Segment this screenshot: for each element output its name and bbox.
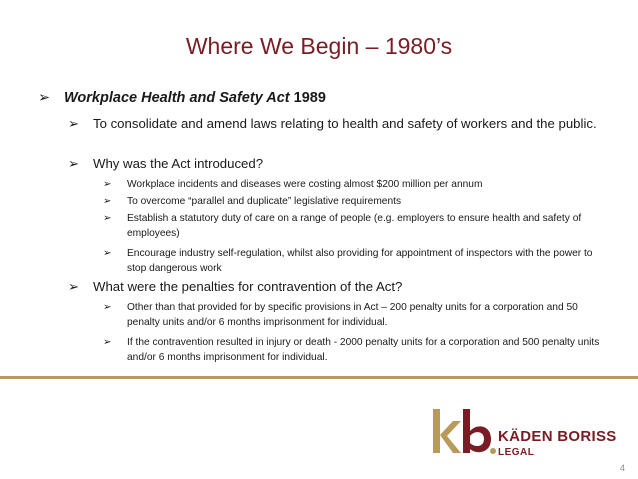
penalty-item-text: If the contravention resulted in injury or death - 2000 penalty units for a corporation and 500 penalty units and/or 6 months imprisonment for individual. [127,337,600,363]
act-year: 1989 [289,90,326,106]
penalty-item-text: Other than that provided for by specific provisions in Act – 200 penalty units for a corporation and 50 penalty units and/or 6 months imprisonment for individual. [127,302,578,328]
penalties-heading: What were the penalties for contravention of the Act? [93,279,403,294]
arrow-bullet-icon: ➢ [103,213,112,224]
act-title [64,89,326,107]
arrow-bullet-icon: ➢ [38,90,51,106]
why-item-text: Workplace incidents and diseases were costing almost $200 million per annum [127,179,483,190]
arrow-bullet-icon: ➢ [103,196,112,207]
arrow-bullet-icon: ➢ [68,156,80,171]
arrow-bullet-icon: ➢ [103,248,112,259]
page-number: 4 [620,463,626,473]
brand-subtitle: LEGAL [498,447,535,458]
brand-name: KÄDEN BORISS [498,428,617,445]
gold-divider [0,376,638,379]
arrow-bullet-icon: ➢ [68,116,80,131]
why-item-text: Encourage industry self-regulation, whilst also providing for appointment of inspectors with the power to stop dangerous work [127,248,593,274]
why-item-text: Establish a statutory duty of care on a range of people (e.g. employers to ensure health and safety of employees) [127,213,582,239]
why-item-text: To overcome “parallel and duplicate” legislative requirements [127,196,402,207]
arrow-bullet-icon: ➢ [103,337,112,348]
arrow-bullet-icon: ➢ [103,302,112,313]
act-name: Workplace Health and Safety Act [64,90,290,106]
why-heading: Why was the Act introduced? [93,156,264,171]
slide-title: Where We Begin – 1980’s [185,33,453,59]
arrow-bullet-icon: ➢ [68,279,80,294]
arrow-bullet-icon: ➢ [103,179,112,190]
purpose-text: To consolidate and amend laws relating to health and safety of workers and the public. [93,116,597,131]
